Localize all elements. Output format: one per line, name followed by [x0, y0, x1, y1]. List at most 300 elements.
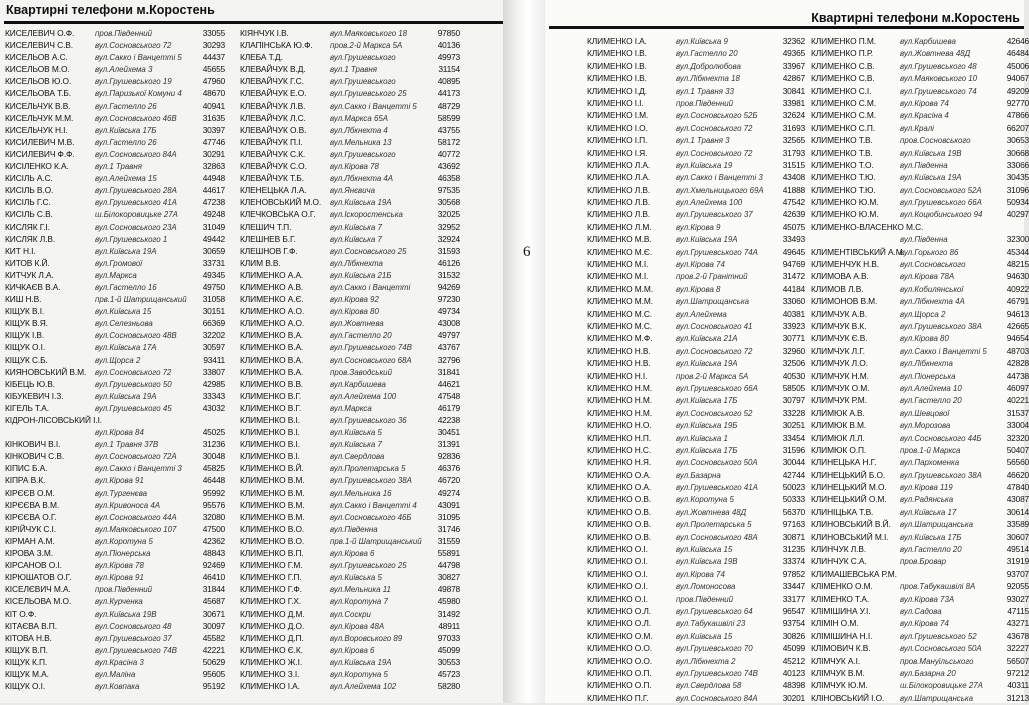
phone-number: 49365 — [782, 48, 805, 59]
listing-row — [811, 97, 1029, 109]
listing-row — [587, 35, 805, 47]
left-page — [0, 0, 503, 703]
subscriber-address: вул.Сакко і Ванцетті 4 — [330, 500, 417, 510]
phone-number: 46620 — [1006, 469, 1029, 480]
phone-number: 32227 — [1006, 643, 1029, 654]
listing-row — [811, 233, 1029, 245]
subscriber-name: КЛИМЕНКО О.О. — [587, 655, 653, 666]
phone-number: 45582 — [202, 632, 225, 643]
subscriber-address: вул.Київська 5 — [330, 573, 382, 583]
phone-number: 40381 — [782, 308, 805, 319]
subscriber-address: вул.Коротуна 7 — [330, 597, 388, 607]
listing-row — [5, 39, 234, 51]
phone-number: 30097 — [202, 620, 225, 631]
phone-number: 97230 — [437, 294, 460, 305]
subscriber-address: вул.Грушевського 19 — [95, 77, 172, 87]
subscriber-address: вул.Лбкнехта 4 — [330, 125, 388, 135]
phone-number: 93411 — [203, 354, 225, 365]
phone-number: 43767 — [437, 342, 460, 353]
subscriber-address: вул.Кривоноса 4А — [95, 500, 161, 510]
phone-number: 42867 — [782, 73, 805, 84]
subscriber-name: КЛИМЕНКО А.О. — [240, 318, 305, 329]
subscriber-address: вул.Сосновського 52 — [676, 408, 753, 418]
listing-row — [587, 97, 805, 109]
listing-row — [811, 47, 1029, 59]
subscriber-name: КЛИМЕНКО В.І. — [240, 451, 300, 462]
listing-row — [811, 679, 1029, 691]
phone-number: 49645 — [782, 246, 805, 257]
listing-row — [587, 617, 805, 629]
listing-row — [587, 134, 805, 146]
phone-number: 47500 — [202, 523, 225, 534]
listing-row — [587, 283, 805, 295]
listing-row — [587, 642, 805, 654]
phone-number: 47542 — [782, 197, 805, 208]
subscriber-name: КЛИМЧУК Л.О. — [811, 358, 868, 369]
subscriber-name: КЛИМЕНКО Л.В. — [587, 184, 651, 195]
subscriber-name: КЛИМЕНКО О.П. — [587, 680, 652, 691]
subscriber-name: КЛИМЕНКО О.О. — [587, 643, 653, 654]
phone-number: 96547 — [782, 605, 805, 616]
phone-number: 92770 — [1006, 97, 1029, 108]
listing-column-2 — [240, 27, 469, 692]
subscriber-name: КЛИМЕНКО Ж.І. — [240, 656, 303, 667]
subscriber-name: КЛИНОВСЬКИЙ М.І. — [811, 531, 889, 542]
phone-number: 93754 — [782, 618, 805, 629]
phone-number: 40311 — [1007, 680, 1029, 691]
listing-row — [5, 51, 234, 63]
subscriber-name: КИСІЛЬ В.О. — [5, 185, 54, 196]
subscriber-name: КЛИМАШЕВСЬКА Р.М. — [811, 568, 897, 579]
subscriber-name: КІРОВА З.М. — [5, 548, 53, 559]
listing-row — [587, 320, 805, 332]
subscriber-name: КИСІЛЬ А.С. — [5, 173, 53, 184]
listing-row — [587, 692, 805, 704]
phone-number: 92469 — [202, 560, 225, 571]
listing-row — [587, 630, 805, 642]
subscriber-address: вул.Грушевського 37 — [676, 210, 753, 220]
listing-row — [587, 258, 805, 270]
listing-column-1 — [587, 35, 805, 704]
listing-row — [5, 257, 234, 269]
subscriber-address: вул.Київська 7 — [330, 234, 382, 244]
listing-row — [240, 378, 469, 390]
subscriber-address: вул.Сакко і Ванцетті 5 — [900, 346, 987, 356]
listing-column-1 — [5, 27, 234, 692]
phone-number: 30607 — [1006, 531, 1029, 542]
subscriber-address: вул.Київська 19Б — [676, 421, 738, 431]
subscriber-address: вул.Базарна — [676, 470, 721, 480]
subscriber-address: вул.Кірова 78А — [900, 272, 955, 282]
subscriber-name: КЛІНОВСЬКИЙ І.О. — [811, 692, 885, 703]
subscriber-name: КЛИМЮК Л.Л. — [811, 432, 865, 443]
subscriber-name: КИСЕЛЬОВА Т.Б. — [5, 88, 72, 99]
phone-number: 32565 — [782, 135, 805, 146]
subscriber-address: вул.Грушевського 41А — [95, 198, 177, 208]
subscriber-name: КЛИМЕНКО М.Ф. — [587, 333, 653, 344]
listing-row — [240, 511, 469, 523]
listing-row — [811, 543, 1029, 555]
subscriber-address: вул.Кірова 74 — [900, 619, 949, 629]
subscriber-name: КЛИМЧУК Л.Г. — [811, 345, 865, 356]
phone-number: 30841 — [782, 85, 805, 96]
listing-row — [587, 382, 805, 394]
subscriber-name: КЛИМЕНКО В.О. — [240, 535, 305, 546]
subscriber-name: КЛИМЕНКО М.М. — [587, 283, 653, 294]
phone-number: 31515 — [782, 159, 805, 170]
listing-row — [240, 208, 469, 220]
subscriber-address: вул.Грушевського 38А — [900, 470, 982, 480]
listing-row — [5, 438, 234, 450]
listing-row — [811, 456, 1029, 468]
listing-row — [240, 354, 469, 366]
phone-number: 46410 — [202, 572, 225, 583]
subscriber-name: КЛАПІНСЬКА Ю.Ф. — [240, 40, 313, 51]
subscriber-name: КЛЕВАЙЧУК В.Д. — [240, 64, 306, 75]
listing-row — [811, 531, 1029, 543]
listing-row — [5, 281, 234, 293]
phone-number: 46126 — [437, 257, 460, 268]
phone-number: 30659 — [202, 245, 225, 256]
subscriber-address: вул.Добролюбова — [676, 61, 741, 71]
subscriber-address: вул.Алейхема — [676, 309, 727, 319]
subscriber-address: вул.Кобилянської — [900, 284, 964, 294]
subscriber-name: КЛИМЕНКО Н.Я. — [587, 457, 652, 468]
subscriber-name: КЛИМЕНКО В.П. — [240, 548, 304, 559]
phone-number: 92836 — [437, 451, 460, 462]
listing-row — [587, 72, 805, 84]
subscriber-address: вул.Грушевського 37 — [95, 633, 172, 643]
subscriber-address: вул.Грушевського 45 — [95, 403, 172, 413]
subscriber-address: вул.Шатрищанська — [676, 297, 750, 307]
subscriber-name: КЛИМЕНКО Д.П. — [240, 632, 304, 643]
listing-row — [811, 481, 1029, 493]
subscriber-name: КЛИМЕНКО І.Д. — [587, 85, 647, 96]
subscriber-name: КЛИМЕНКО В.В. — [240, 378, 304, 389]
phone-number: 33228 — [782, 407, 805, 418]
phone-number: 55891 — [437, 548, 460, 559]
subscriber-name: КИСЕЛЬОВ А.С. — [5, 52, 68, 63]
phone-number: 45075 — [782, 221, 805, 232]
listing-row — [587, 493, 805, 505]
phone-number: 31154 — [438, 64, 460, 75]
listing-columns — [587, 35, 1029, 704]
listing-row — [811, 208, 1029, 220]
phone-number: 33731 — [202, 257, 225, 268]
phone-number: 30614 — [1006, 506, 1029, 517]
subscriber-address: вул.Грушевського 70 — [676, 644, 753, 654]
subscriber-name: КИСЕЛЬЧУК М.М. — [5, 112, 74, 123]
listing-row — [587, 506, 805, 518]
subscriber-name: КЛИМЕНКО Д.М. — [240, 608, 305, 619]
subscriber-name: КЛИМЧУК А.В. — [811, 308, 868, 319]
subscriber-address: вул.Сосновського 46Б — [330, 512, 412, 522]
subscriber-name: КЛІМЕНКО Т.А. — [811, 593, 870, 604]
subscriber-address: вул.Київська 19А — [95, 391, 157, 401]
phone-number: 49274 — [437, 487, 460, 498]
subscriber-name: КЛИМЕНКО С.В. — [811, 73, 875, 84]
subscriber-name: КЛЕШНОВ Г.Ф. — [240, 245, 298, 256]
subscriber-address: вул.Сосновського 46В — [95, 113, 177, 123]
subscriber-name: КІРЄЄВА О.Г. — [5, 511, 57, 522]
subscriber-name: КЛИНІЦЬКА Т.В. — [811, 506, 874, 517]
subscriber-address: вул.Воровського 89 — [330, 633, 403, 643]
subscriber-name: КЛИНЧУК Л.В. — [811, 544, 867, 555]
listing-row — [5, 426, 234, 438]
subscriber-name: КЛИМЕНКО О.І. — [587, 593, 648, 604]
subscriber-name: КИСЕЛЕВИЧ О.Ф. — [5, 28, 75, 38]
phone-number: 33981 — [782, 97, 805, 108]
subscriber-address: вул.Кірова 74 — [900, 98, 949, 108]
subscriber-address: вул.Київська 17А — [95, 343, 157, 353]
listing-row — [811, 692, 1029, 704]
phone-number: 97852 — [782, 568, 805, 579]
subscriber-name: КЛИМЕНКО І.В. — [587, 60, 647, 71]
phone-number: 48729 — [437, 100, 460, 111]
phone-number: 49248 — [202, 209, 225, 220]
subscriber-address: вул.Лібкнехта — [330, 258, 383, 268]
phone-number: 45655 — [202, 64, 225, 75]
subscriber-name: КІЯНЧУК І.В. — [240, 28, 289, 38]
subscriber-name: КЛЕНЕЦЬКА Л.А. — [240, 185, 307, 196]
listing-row — [811, 109, 1029, 121]
listing-row — [811, 270, 1029, 282]
phone-number: 31049 — [202, 221, 225, 232]
listing-row — [240, 414, 469, 426]
phone-number: 94269 — [437, 281, 460, 292]
listing-row — [240, 136, 469, 148]
subscriber-name: КЛІМОВИЧ К.В. — [811, 643, 871, 654]
phone-number: 31492 — [437, 608, 460, 619]
subscriber-address: вул.Кірова 91 — [95, 573, 144, 583]
subscriber-address: вул.Курченка — [95, 597, 143, 607]
phone-number: 32796 — [437, 354, 460, 365]
page-title: Квартирні телефони м.Коростень — [811, 11, 1020, 25]
listing-row — [5, 329, 234, 341]
subscriber-name: КЛИМЕНКО І.О. — [587, 122, 648, 133]
phone-number: 94067 — [1006, 73, 1029, 84]
subscriber-address: вул.Кірова 78 — [330, 162, 379, 172]
subscriber-name: КЛИМЕНКО О.А. — [587, 482, 652, 493]
phone-number: 32300 — [1006, 234, 1029, 245]
listing-row — [811, 394, 1029, 406]
subscriber-address: вул.Сосновського 72А — [95, 452, 177, 462]
listing-row — [587, 295, 805, 307]
phone-number: 30827 — [437, 572, 460, 583]
listing-row — [587, 394, 805, 406]
listing-row — [240, 305, 469, 317]
subscriber-address: вул.Сосновського 48 — [95, 621, 172, 631]
subscriber-address: пров.Табукашвілі 8А — [900, 582, 976, 592]
subscriber-address: вул.Сосновського 72 — [95, 41, 172, 51]
subscriber-address: вул.Піонерська — [900, 371, 956, 381]
subscriber-name: КЛІМІШИНА У.І. — [811, 605, 871, 616]
listing-row — [240, 27, 469, 39]
subscriber-name: КІТ О.Ф. — [5, 608, 37, 619]
listing-row — [240, 644, 469, 656]
subscriber-address: вул.Коцюбинського 94 — [900, 210, 983, 220]
subscriber-address: вул.Сосновського 50А — [900, 644, 982, 654]
listing-row — [587, 109, 805, 121]
listing-row — [811, 159, 1029, 171]
phone-number: 95992 — [202, 487, 225, 498]
phone-number: 31746 — [437, 523, 460, 534]
subscriber-address: вул.Мельника 16 — [330, 488, 392, 498]
subscriber-name: КЛИМЕНКО І.А. — [240, 681, 300, 692]
subscriber-name: КЛИМЕНКО М.С. — [587, 320, 653, 331]
subscriber-name: КЛИМЕНКО А.А. — [240, 269, 304, 280]
listing-row — [811, 568, 1029, 580]
listing-row — [811, 246, 1029, 258]
subscriber-address: вул.Київська 19А — [900, 173, 962, 183]
subscriber-name: КЛИМЕНКО І.М. — [587, 110, 649, 121]
subscriber-address: вул.Маркса 65А — [330, 113, 388, 123]
subscriber-address: вул.Грушевського 66А — [900, 198, 982, 208]
subscriber-address: вул.1 Травня — [330, 65, 377, 75]
subscriber-name: КЛИМЕНКО Т.О. — [811, 159, 874, 170]
subscriber-name: КЛІМЧУК Ю.М. — [811, 680, 868, 691]
phone-number: 31919 — [1006, 556, 1029, 567]
subscriber-name: КЛИМОНОВ В.М. — [811, 296, 878, 307]
subscriber-address: пров.1-й Маркса — [900, 445, 961, 455]
listing-row — [587, 233, 805, 245]
listing-row — [5, 390, 234, 402]
subscriber-address: вул.Сакко і Ванцетті 5 — [95, 53, 182, 63]
listing-row — [5, 124, 234, 136]
subscriber-name: КЛИМЕНКО Л.В. — [587, 209, 651, 220]
subscriber-name: КЛИМЕНКО Л.А. — [587, 172, 651, 183]
subscriber-address: ш.Білокоровицьке 27А — [95, 210, 178, 220]
phone-number: 30451 — [437, 427, 460, 438]
phone-number: 56507 — [1006, 655, 1029, 666]
subscriber-address: вул.Грушевського 74В — [95, 645, 177, 655]
phone-number: 30291 — [202, 148, 225, 159]
phone-number: 48398 — [782, 680, 805, 691]
listing-row — [240, 196, 469, 208]
right-page — [545, 0, 1029, 703]
subscriber-address: вул.Сосновського 52Б — [676, 111, 758, 121]
phone-number: 33055 — [202, 28, 225, 38]
phone-number: 44173 — [437, 88, 460, 99]
listing-columns — [5, 27, 469, 692]
subscriber-name: КЛІМЧУК А.І. — [811, 655, 861, 666]
listing-row — [811, 147, 1029, 159]
phone-number: 93027 — [1006, 593, 1029, 604]
subscriber-name: КЛИМЕНКО А.О. — [240, 306, 305, 317]
subscriber-address: вул.Лібкнехта 4А — [900, 297, 965, 307]
phone-number: 93707 — [1006, 568, 1029, 579]
listing-row — [240, 63, 469, 75]
phone-number: 97535 — [437, 185, 460, 196]
phone-number: 42665 — [1006, 320, 1029, 331]
subscriber-name: КЛИМЕНКО Є.К. — [240, 644, 303, 655]
subscriber-name: КІСЕЛЬОВА М.О. — [5, 596, 72, 607]
subscriber-address: вул.Київська 21А — [676, 334, 738, 344]
phone-number: 66207 — [1006, 122, 1029, 133]
subscriber-address: пров.Південний — [676, 594, 734, 604]
listing-row — [587, 555, 805, 567]
listing-row — [5, 87, 234, 99]
phone-number: 46791 — [1006, 296, 1029, 307]
listing-row — [587, 221, 805, 233]
subscriber-name: КЛИМЕНКО П.Р. — [811, 48, 874, 59]
phone-number: 43032 — [202, 402, 225, 413]
subscriber-address: вул.Грушевського 48 — [900, 61, 977, 71]
listing-row — [587, 208, 805, 220]
subscriber-address: пров.Південний — [676, 98, 734, 108]
subscriber-address: вул.Кірова 73А — [900, 594, 955, 604]
phone-number: 31096 — [1006, 184, 1029, 195]
phone-number: 47960 — [202, 76, 225, 87]
subscriber-address: вул.Грушевського 36 — [330, 416, 407, 425]
listing-row — [240, 112, 469, 124]
subscriber-address: вул.Радянська — [900, 495, 954, 505]
listing-row — [240, 87, 469, 99]
listing-row — [5, 245, 234, 257]
listing-row — [5, 668, 234, 680]
subscriber-address: вул.Грушевського — [330, 53, 396, 63]
subscriber-address: вул.Сакко і Ванцетті 3 — [676, 173, 763, 183]
listing-row — [5, 317, 234, 329]
listing-row — [240, 535, 469, 547]
subscriber-name: КЛЕЧКОВСЬКА О.Г. — [240, 209, 316, 220]
subscriber-name: КЛИМЧУК О.М. — [811, 382, 870, 393]
subscriber-name: КЛИМЕНКО О.І. — [587, 556, 648, 567]
subscriber-address: вул.Сосновського 72 — [676, 123, 753, 133]
phone-number: 30397 — [202, 124, 225, 135]
phone-number: 33343 — [202, 390, 225, 401]
subscriber-address: вул.Грушевського 64 — [676, 606, 753, 616]
subscriber-address: вул.Кірова 80 — [330, 307, 379, 317]
subscriber-address: вул.Грушевського 28А — [95, 186, 177, 196]
subscriber-address: вул.Київська 15 — [676, 631, 733, 641]
listing-row — [811, 667, 1029, 679]
subscriber-address: вул.Київська 19А — [676, 359, 738, 369]
phone-number: 31596 — [782, 444, 805, 455]
subscriber-name: КЛИМЕНКО І.В. — [587, 73, 647, 84]
subscriber-address: вул.Грушевського 74 — [900, 86, 977, 96]
subscriber-name: КЛИМЕНКО І.А. — [587, 36, 647, 46]
subscriber-name: КЛЕВАЙЧУК Е.О. — [240, 88, 307, 99]
subscriber-address: вул.Табукашвілі 23 — [676, 619, 746, 629]
subscriber-address: вул.Щорса 2 — [900, 309, 946, 319]
subscriber-name: КЛИНЧУК С.А. — [811, 556, 867, 567]
listing-row — [240, 487, 469, 499]
subscriber-name: КЛИМЕНКО С.М. — [811, 97, 877, 108]
listing-row — [5, 233, 234, 245]
subscriber-address: вул.Карбишева — [330, 379, 386, 389]
phone-number: 43008 — [437, 318, 460, 329]
listing-row — [587, 184, 805, 196]
phone-number: 58172 — [437, 136, 460, 147]
listing-row — [587, 308, 805, 320]
listing-row — [587, 518, 805, 530]
phone-number: 45825 — [202, 463, 225, 474]
listing-row — [5, 27, 234, 39]
subscriber-name: КЛЕБА Т.Д. — [240, 52, 283, 63]
phone-number: 97212 — [1006, 667, 1029, 678]
listing-row — [240, 462, 469, 474]
listing-row — [240, 366, 469, 378]
subscriber-address: вул.Київська 7 — [330, 222, 382, 232]
listing-row — [587, 332, 805, 344]
listing-row — [240, 293, 469, 305]
listing-row — [240, 172, 469, 184]
listing-row — [5, 583, 234, 595]
phone-number: 44617 — [202, 185, 225, 196]
subscriber-name: КЛИМЕНКО О.В. — [587, 531, 652, 542]
subscriber-name: КЛЕШИЧ Т.П. — [240, 221, 292, 232]
